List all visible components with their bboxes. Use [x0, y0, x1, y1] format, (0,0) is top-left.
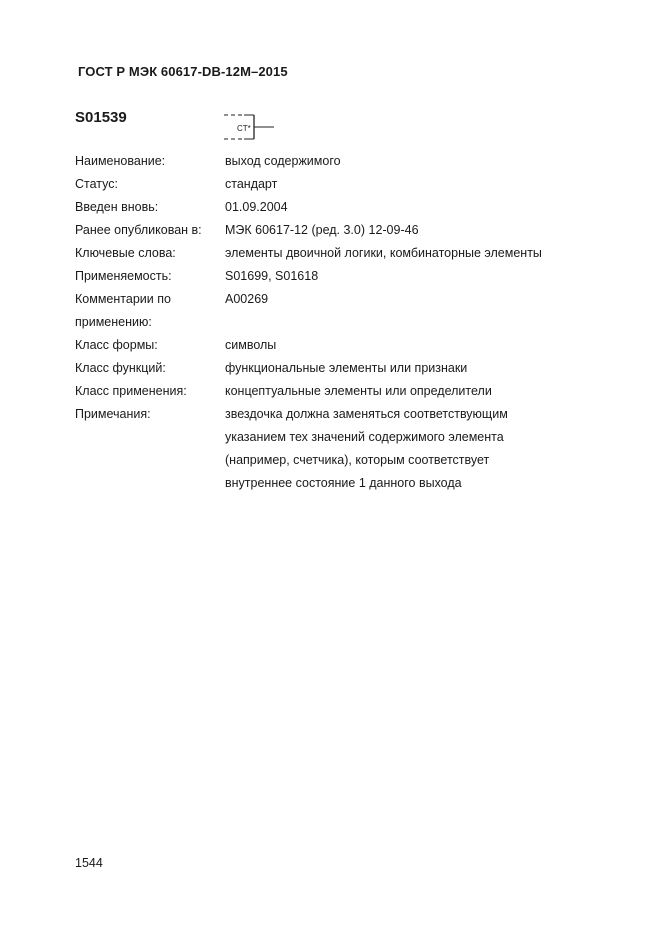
field-row — [75, 334, 585, 357]
field-label: Ранее опубликован в: — [75, 223, 202, 237]
field-value: звездочка должна заменяться соответствующим — [225, 407, 508, 421]
content-output-symbol-icon — [224, 112, 280, 142]
field-label: Примечания: — [75, 407, 151, 421]
field-row — [75, 288, 585, 311]
field-value: внутреннее состояние 1 данного выхода — [225, 476, 462, 490]
field-row — [75, 357, 585, 380]
field-value: указанием тех значений содержимого элемента — [225, 430, 504, 444]
field-value: элементы двоичной логики, комбинаторные элементы — [225, 246, 542, 260]
field-row — [75, 403, 585, 426]
field-label: Комментарии по — [75, 292, 171, 306]
field-row — [75, 380, 585, 403]
field-row — [75, 196, 585, 219]
field-label: Статус: — [75, 177, 118, 191]
field-label: Класс функций: — [75, 361, 166, 375]
field-value: (например, счетчика), которым соответствует — [225, 453, 490, 467]
field-row — [75, 219, 585, 242]
field-label: применению: — [75, 315, 152, 329]
field-row — [75, 173, 585, 196]
field-value: A00269 — [225, 292, 269, 306]
svg-text:CT*: CT* — [237, 124, 251, 133]
field-row — [75, 426, 585, 449]
field-label: Класс применения: — [75, 384, 187, 398]
field-row — [75, 311, 585, 334]
field-value — [225, 311, 585, 334]
field-label: Класс формы: — [75, 338, 158, 352]
document-header: ГОСТ Р МЭК 60617-DB-12M–2015 — [78, 64, 288, 79]
field-row — [75, 265, 585, 288]
field-label — [75, 426, 225, 449]
field-value: 01.09.2004 — [225, 200, 288, 214]
field-row — [75, 150, 585, 173]
field-label: Введен вновь: — [75, 200, 159, 214]
field-label: Применяемость: — [75, 269, 172, 283]
field-value: S01699, S01618 — [225, 269, 319, 283]
symbol-code: S01539 — [75, 109, 127, 126]
field-value: выход содержимого — [225, 154, 341, 168]
field-row — [75, 472, 585, 495]
field-value: МЭК 60617-12 (ред. 3.0) 12-09-46 — [225, 223, 419, 237]
field-row — [75, 449, 585, 472]
field-label: Ключевые слова: — [75, 246, 176, 260]
field-value: концептуальные элементы или определители — [225, 384, 492, 398]
field-label: Наименование: — [75, 154, 166, 168]
field-row — [75, 242, 585, 265]
field-label — [75, 472, 225, 495]
field-label — [75, 449, 225, 472]
page-number: 1544 — [75, 856, 103, 870]
field-list — [75, 150, 585, 495]
field-value: стандарт — [225, 177, 278, 191]
field-value: функциональные элементы или признаки — [225, 361, 468, 375]
field-value: символы — [225, 338, 277, 352]
